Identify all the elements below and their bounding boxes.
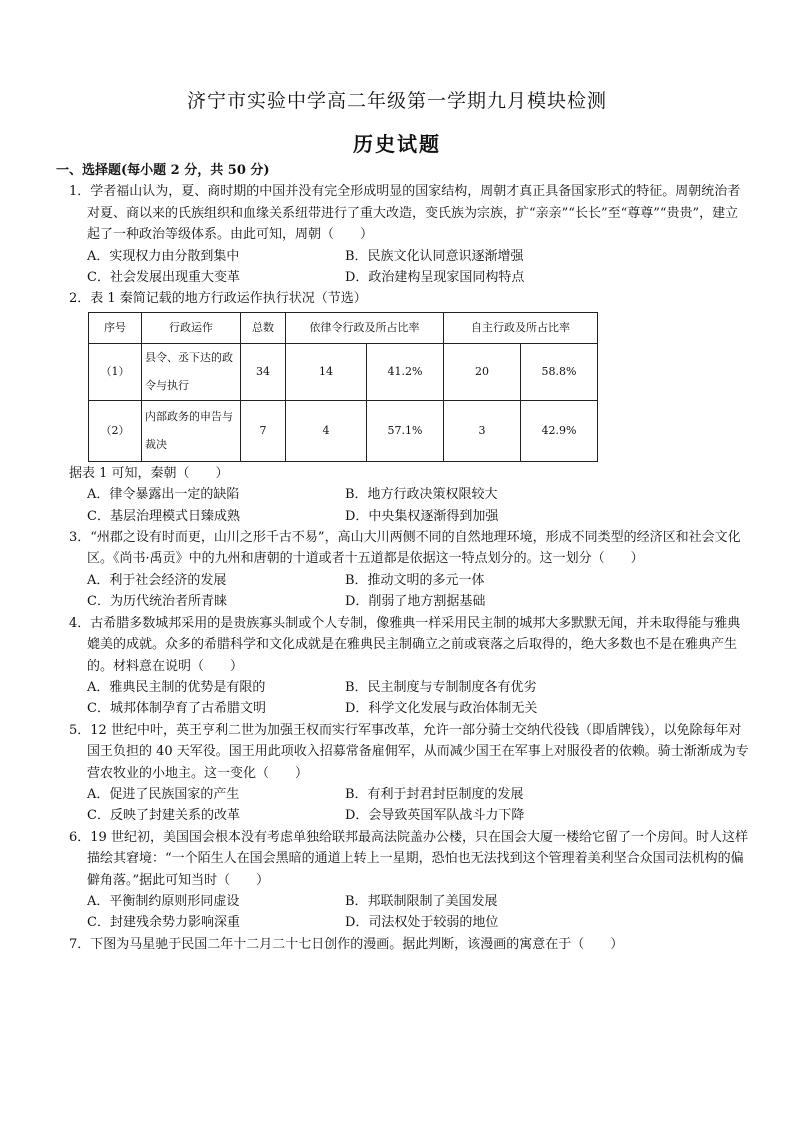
table-header-row <box>89 312 598 343</box>
question-stem: 6．19 世纪初，美国国会根本没有考虑单独给联邦最高法院盖办公楼，只在国会大厦一楼给它留了一个房间。时人这样描绘其窘境：“一个陌生人在国会黑暗的通道上转上一星期，恐怕也无法找到这个管理着美利坚合众国司法机构的偏僻角落。”据此可知当时（ ） <box>69 829 748 888</box>
question-stem: 2．表 1 秦简记载的地方行政运作执行状况（节选） <box>69 291 367 307</box>
option-a: A．促进了民族国家的产生 <box>87 786 240 802</box>
table-cell-text: 县令、丞下达的政令与执行 <box>145 350 233 392</box>
question-1 <box>60 181 750 288</box>
question-followup: 据表 1 可知，秦朝（ ） <box>69 465 229 481</box>
table-header: 总数 <box>241 312 286 343</box>
option-d: D．削弱了地方割据基础 <box>345 594 486 610</box>
table-cell: 14 <box>286 343 367 400</box>
table-cell <box>142 343 241 400</box>
table-cell: 42.9% <box>521 400 598 461</box>
table-cell <box>142 400 241 461</box>
question-stem: 4．古希腊多数城邦采用的是贵族寡头制或个人专制，像雅典一样采用民主制的城邦大多默默无闻，并未取得能与雅典媲美的成就。众多的希腊科学和文化成就是在雅典民主制确立之前或衰落之后取得的，绝大多数也不是在雅典产生的。材料意在说明（ ） <box>69 615 741 674</box>
options <box>60 246 750 289</box>
table-cell-text: 内部政务的申告与裁决 <box>145 409 233 451</box>
question-2 <box>60 288 750 527</box>
table-header: 自主行政及所占比率 <box>444 312 598 343</box>
option-d: D．中央集权逐渐得到加强 <box>345 508 499 524</box>
question-stem: 5．12 世纪中叶，英王亨利二世为加强王权而实行军事改革，允许一部分骑士交纳代役钱（即盾牌钱），以免除每年对国王负担的 40 天军役。国王用此项收入招募常备雇佣军，从而减少国王在军事上对服役者的依赖。骑士渐渐成为专营农牧业的小地主。这一变化（ ） <box>69 722 749 781</box>
table-cell: 3 <box>444 400 521 461</box>
options <box>60 677 750 720</box>
table-cell: （2） <box>89 400 142 461</box>
question-6 <box>60 827 750 934</box>
section-heading: 一、选择题(每小题 2 分，共 50 分) <box>56 163 270 178</box>
option-a: A．利于社会经济的发展 <box>87 572 227 588</box>
table-cell: 4 <box>286 400 367 461</box>
option-c: C．社会发展出现重大变革 <box>87 270 240 286</box>
question-3 <box>60 527 750 613</box>
options <box>60 484 750 527</box>
options <box>60 570 750 613</box>
exam-title: 济宁市实验中学高二年级第一学期九月模块检测 <box>186 90 607 112</box>
table-row <box>89 400 598 461</box>
table-cell: 58.8% <box>521 343 598 400</box>
option-b: B．邦联制限制了美国发展 <box>345 893 498 909</box>
option-d: D．科学文化发展与政治体制无关 <box>345 701 538 717</box>
option-d: D．政治建构呈现家国同构特点 <box>345 270 525 286</box>
options <box>60 891 750 934</box>
table-row <box>89 343 598 400</box>
table-header: 序号 <box>89 312 142 343</box>
option-a: A．平衡制约原则形同虚设 <box>87 893 240 909</box>
option-a: A．雅典民主制的优势是有限的 <box>87 679 266 695</box>
exam-subtitle: 历史试题 <box>353 132 441 156</box>
question-5 <box>60 720 750 827</box>
question-stem: 3．“州郡之设有时而更，山川之形千古不易”，高山大川两侧不同的自然地理环境，形成不同类型的经济区和社会文化区。《尚书·禹贡》中的九州和唐朝的十道或者十五道都是依据这一特点划分的。这一划分（ ） <box>69 530 741 567</box>
question-stem: 1．学者福山认为，夏、商时期的中国并没有完全形成明显的国家结构，周朝才真正具备国家形式的特征。周朝统治者对夏、商以来的氏族组织和血缘关系纽带进行了重大改造，变氏族为宗族，扩“亲亲”“长长”至“尊尊”“贵贵”，建立起了一种政治等级体系。由此可知，周朝（ ） <box>69 184 741 243</box>
option-a: A．实现权力由分散到集中 <box>87 248 240 264</box>
data-table <box>88 312 598 462</box>
table-header: 依律令行政及所占比率 <box>286 312 444 343</box>
option-b: B．民族文化认同意识逐渐增强 <box>345 248 524 264</box>
option-b: B．地方行政决策权限较大 <box>345 487 498 503</box>
table-cell: 41.2% <box>367 343 444 400</box>
question-4 <box>60 613 750 720</box>
option-c: C．封建残余势力影响深重 <box>87 915 240 931</box>
table-cell: 7 <box>241 400 286 461</box>
question-7 <box>60 934 750 955</box>
option-d: D．会导致英国军队战斗力下降 <box>345 808 525 824</box>
question-stem: 7．下图为马星驰于民国二年十二月二十七日创作的漫画。据此判断，该漫画的寓意在于（ ） <box>69 936 624 952</box>
option-c: C．城邦体制孕育了古希腊文明 <box>87 701 266 717</box>
option-c: C．为历代统治者所青睐 <box>87 594 227 610</box>
table-cell: （1） <box>89 343 142 400</box>
table-cell: 20 <box>444 343 521 400</box>
option-c: C．反映了封建关系的改革 <box>87 808 240 824</box>
option-b: B．推动文明的多元一体 <box>345 572 485 588</box>
options <box>60 784 750 827</box>
option-b: B．民主制度与专制制度各有优劣 <box>345 679 537 695</box>
option-c: C．基层治理模式日臻成熟 <box>87 508 240 524</box>
exam-content <box>56 160 750 955</box>
option-b: B．有利于封君封臣制度的发展 <box>345 786 524 802</box>
table-cell: 34 <box>241 343 286 400</box>
table-cell: 57.1% <box>367 400 444 461</box>
table-header: 行政运作 <box>142 312 241 343</box>
option-a: A．律令暴露出一定的缺陷 <box>87 487 240 503</box>
option-d: D．司法权处于较弱的地位 <box>345 915 499 931</box>
